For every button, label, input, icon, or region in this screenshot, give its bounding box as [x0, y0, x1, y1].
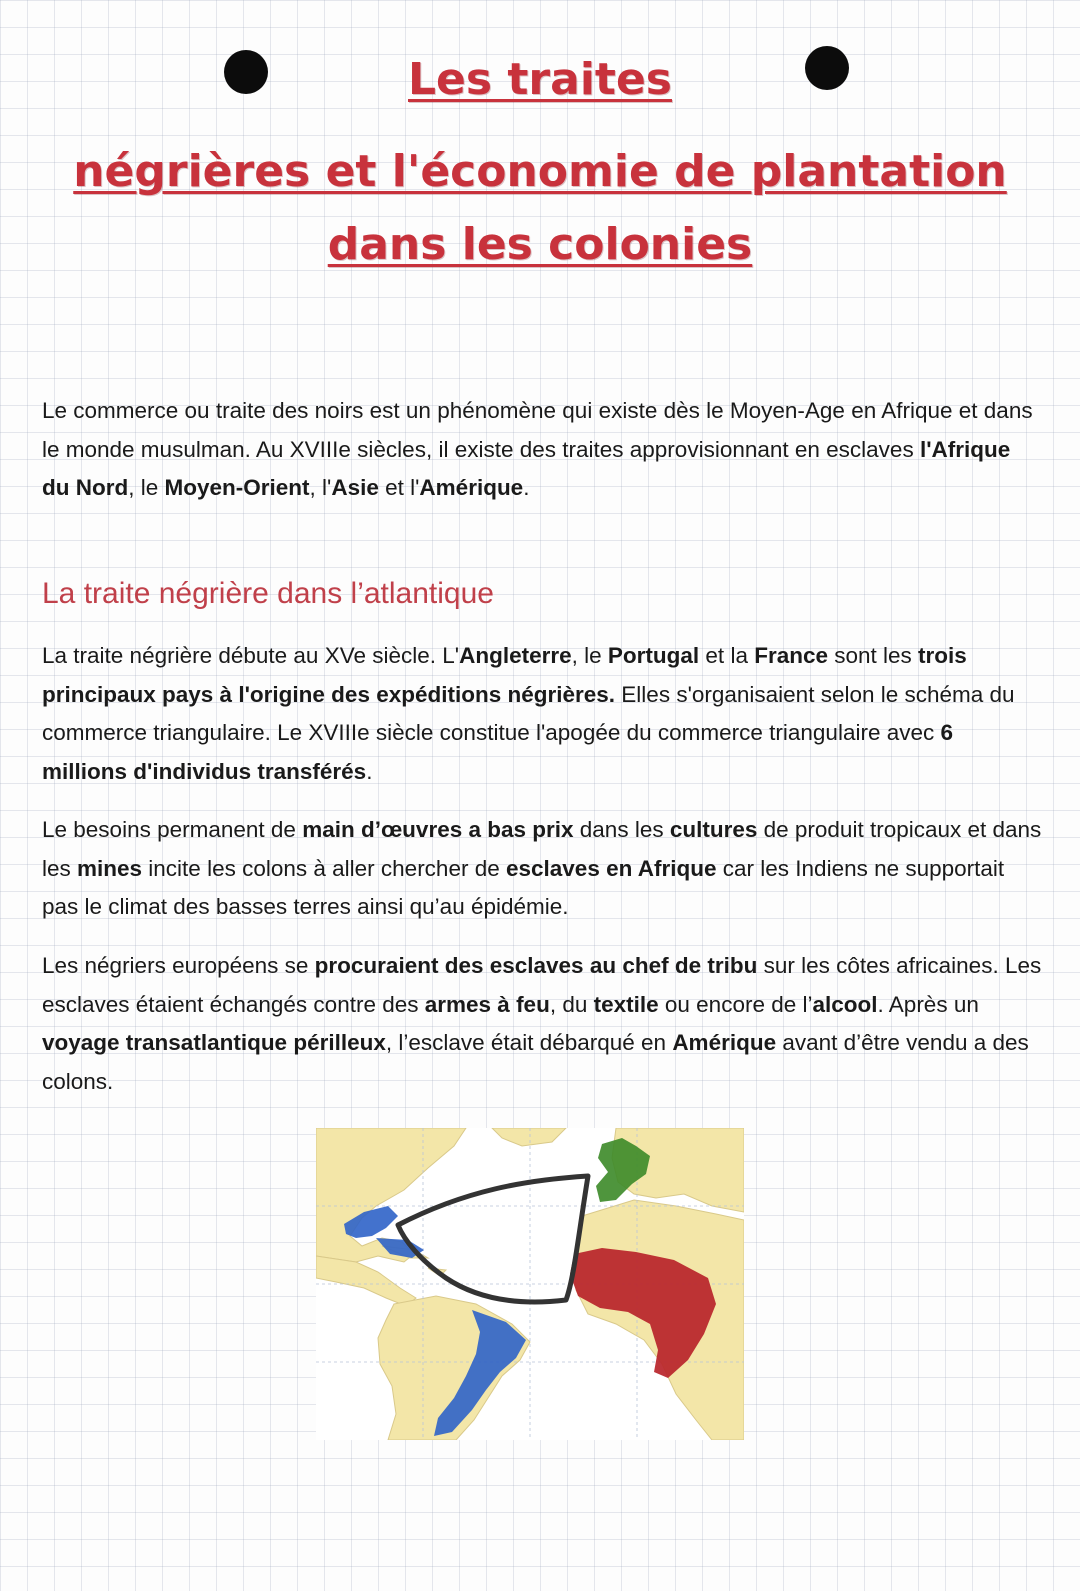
page-title-line-2: négrières et l'économie de plantation: [73, 146, 1007, 197]
paragraph-labor-needs: Le besoins permanent de main d’œuvres a bas prix dans les cultures de produit tropicaux et dans les mines incite les colons à aller chercher de esclaves en Afrique car les Indiens ne supportait pas le climat des basses terres ainsi qu’au épidémie.: [42, 817, 1042, 919]
page-title-line-3: dans les colonies: [327, 219, 753, 270]
page-title-line-1: Les traites: [408, 54, 672, 105]
section-heading-atlantic: La traite négrière dans l’atlantique: [42, 577, 494, 610]
intro-paragraph: Le commerce ou traite des noirs est un phénomène qui existe dès le Moyen-Age en Afrique et dans le monde musulman. Au XVIIIe siècles, il existe des traites approvisionnant en esclaves l'Afrique du Nord, le Moyen-Orient, l'Asie et l'Amérique.: [42, 398, 1033, 500]
paragraph-origins: La traite négrière débute au XVe siècle. L'Angleterre, le Portugal et la France sont les trois principaux pays à l'origine des expéditions négrières. Elles s'organisaient selon le schéma du commerce triangulaire. Le XVIIIe siècle constitue l'apogée du commerce triangulaire avec 6 millions d'individus transférés.: [42, 643, 1015, 784]
paragraph-slave-trade-process: Les négriers européens se procuraient des esclaves au chef de tribu sur les côtes africaines. Les esclaves étaient échangés contre des armes à feu, du textile ou encore de l’alcool. Après un voyage transatlantique périlleux, l’esclave était débarqué en Amérique avant d’être vendu a des colons.: [42, 953, 1042, 1094]
triangular-trade-map: [316, 1128, 744, 1440]
